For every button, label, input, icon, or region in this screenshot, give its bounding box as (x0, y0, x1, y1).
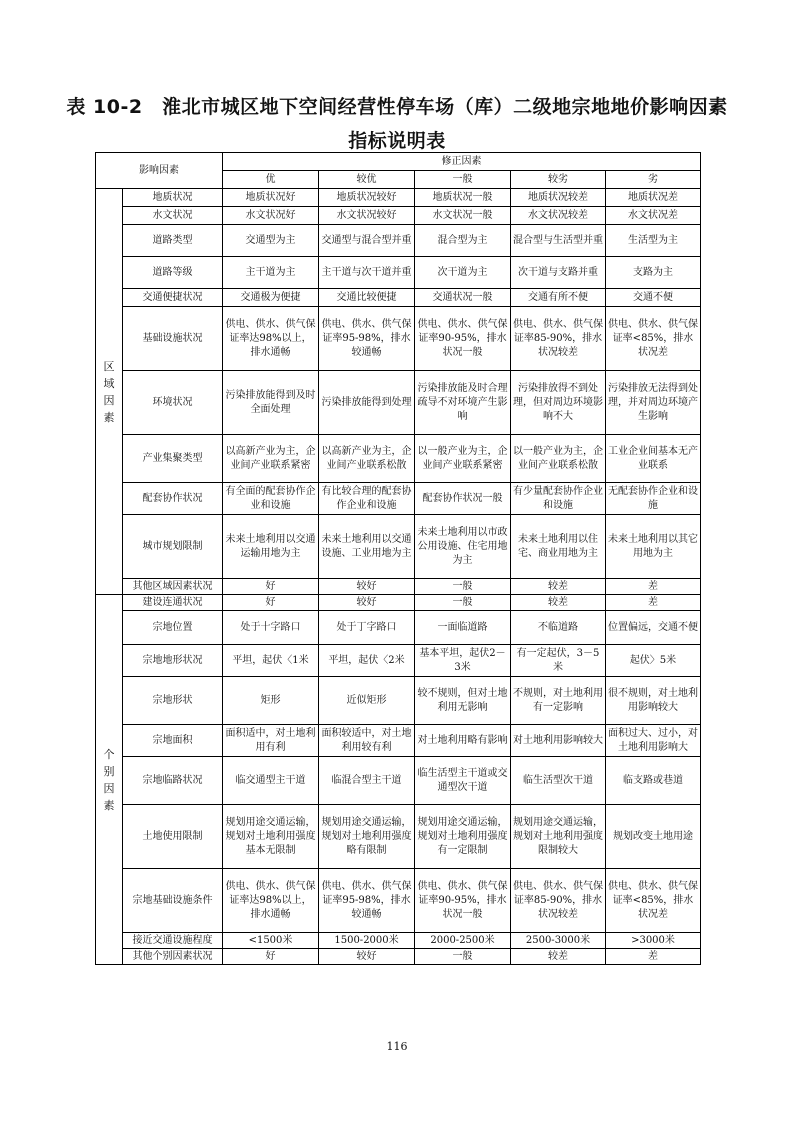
factor-cell: 交通状况一般 (415, 289, 511, 307)
factor-name: 环境状况 (123, 371, 223, 435)
regional-row (96, 483, 701, 515)
factor-cell: 供电、供水、供气保证率<85%，排水状况差 (606, 869, 701, 933)
factor-cell: 污染排放得不到处理，但对周边环境影响不大 (511, 371, 606, 435)
factor-cell: 次干道与支路并重 (511, 257, 606, 289)
factor-name: 交通便捷状况 (123, 289, 223, 307)
factor-cell: 供电、供水、供气保证率<85%，排水状况差 (606, 307, 701, 371)
factor-cell: 处于十字路口 (223, 611, 319, 645)
factor-cell: 平坦，起伏〈1米 (223, 645, 319, 677)
individual-row (96, 869, 701, 933)
factor-cell: 水文状况差 (606, 207, 701, 225)
header-factor: 影响因素 (96, 153, 223, 189)
factor-cell: 供电、供水、供气保证率95-98%，排水较通畅 (319, 307, 415, 371)
factor-cell: 污染排放能得到处理 (319, 371, 415, 435)
factor-cell: 未来土地利用以住宅、商业用地为主 (511, 515, 606, 579)
individual-row (96, 645, 701, 677)
factor-cell: 污染排放能及时合理疏导不对环境产生影响 (415, 371, 511, 435)
individual-row (96, 595, 701, 611)
individual-row (96, 677, 701, 725)
individual-category-label: 个 别 因 素 (96, 595, 123, 965)
factor-name: 城市规划限制 (123, 515, 223, 579)
factor-cell: 较好 (319, 579, 415, 595)
factor-cell: 地质状况较好 (319, 189, 415, 207)
factor-cell: 水文状况好 (223, 207, 319, 225)
factor-cell: 一般 (415, 595, 511, 611)
factor-cell: 面积较适中，对土地利用较有利 (319, 725, 415, 757)
factor-cell: 临生活型主干道或交通型次干道 (415, 757, 511, 805)
factor-cell: 不临道路 (511, 611, 606, 645)
factor-cell: 未来土地利用以交通设施、工业用地为主 (319, 515, 415, 579)
factor-cell: >3000米 (606, 933, 701, 949)
factor-table-body (96, 153, 701, 965)
regional-row (96, 225, 701, 257)
factor-cell: 供电、供水、供气保证率85-90%，排水状况较差 (511, 307, 606, 371)
factor-cell: 配套协作状况一般 (415, 483, 511, 515)
regional-row (96, 579, 701, 595)
factor-cell: 临交通型主干道 (223, 757, 319, 805)
factor-cell: 临混合型主干道 (319, 757, 415, 805)
factor-cell: 交通不便 (606, 289, 701, 307)
factor-cell: 交通比较便捷 (319, 289, 415, 307)
factor-cell: 无配套协作企业和设施 (606, 483, 701, 515)
factor-cell: 很不规则，对土地利用影响较大 (606, 677, 701, 725)
factor-cell: 差 (606, 949, 701, 965)
factor-cell: 以高新产业为主，企业间产业联系紧密 (223, 435, 319, 483)
factor-name: 土地使用限制 (123, 805, 223, 869)
factor-cell: 次干道为主 (415, 257, 511, 289)
factor-cell: 地质状况差 (606, 189, 701, 207)
factor-cell: 规划用途交通运输，规划对土地利用强度基本无限制 (223, 805, 319, 869)
factor-cell: 以高新产业为主，企业间产业联系松散 (319, 435, 415, 483)
table-title: 表 10-2 淮北市城区地下空间经营性停车场（库）二级地宗地地价影响因素 (66, 96, 728, 118)
factor-cell: 混合型与生活型并重 (511, 225, 606, 257)
factor-cell: 地质状况一般 (415, 189, 511, 207)
individual-row (96, 611, 701, 645)
individual-row (96, 757, 701, 805)
header-row (96, 153, 701, 171)
factor-cell: 矩形 (223, 677, 319, 725)
factor-cell: 工业企业间基本无产业联系 (606, 435, 701, 483)
factor-cell: 差 (606, 595, 701, 611)
regional-category-label: 区 域 因 素 (96, 189, 123, 595)
header-correction: 修正因素 (223, 153, 701, 171)
factor-cell: 供电、供水、供气保证率达98%以上，排水通畅 (223, 869, 319, 933)
factor-cell: 好 (223, 949, 319, 965)
factor-cell: 较差 (511, 579, 606, 595)
factor-cell: 地质状况较差 (511, 189, 606, 207)
individual-row (96, 933, 701, 949)
factor-name: 其他个别因素状况 (123, 949, 223, 965)
factor-cell: 有全面的配套协作企业和设施 (223, 483, 319, 515)
factor-name: 宗地面积 (123, 725, 223, 757)
regional-row (96, 435, 701, 483)
factor-name: 地质状况 (123, 189, 223, 207)
regional-row (96, 207, 701, 225)
factor-cell: 近似矩形 (319, 677, 415, 725)
individual-row (96, 805, 701, 869)
factor-cell: 供电、供水、供气保证率90-95%，排水状况一般 (415, 869, 511, 933)
factor-name: 道路类型 (123, 225, 223, 257)
level-header: 一般 (415, 171, 511, 189)
factor-cell: 主干道为主 (223, 257, 319, 289)
factor-cell: 不规则，对土地利用有一定影响 (511, 677, 606, 725)
factor-cell: 规划用途交通运输，规划对土地利用强度略有限制 (319, 805, 415, 869)
factor-cell: 主干道与次干道并重 (319, 257, 415, 289)
factor-cell: 规划用途交通运输，规划对土地利用强度有一定限制 (415, 805, 511, 869)
factor-cell: 污染排放能得到及时全面处理 (223, 371, 319, 435)
regional-row (96, 371, 701, 435)
factor-cell: <1500米 (223, 933, 319, 949)
factor-cell: 起伏〉5米 (606, 645, 701, 677)
factor-name: 产业集聚类型 (123, 435, 223, 483)
regional-row (96, 515, 701, 579)
regional-row (96, 189, 701, 207)
factor-cell: 以一般产业为主，企业间产业联系紧密 (415, 435, 511, 483)
factor-cell: 有比较合理的配套协作企业和设施 (319, 483, 415, 515)
regional-row (96, 289, 701, 307)
factor-cell: 地质状况好 (223, 189, 319, 207)
factor-cell: 供电、供水、供气保证率达98%以上，排水通畅 (223, 307, 319, 371)
page-number: 116 (386, 1040, 408, 1053)
regional-row (96, 307, 701, 371)
factor-cell: 面积过大、过小，对土地利用影响大 (606, 725, 701, 757)
factor-cell: 交通极为便捷 (223, 289, 319, 307)
factor-cell: 一般 (415, 579, 511, 595)
factor-name: 配套协作状况 (123, 483, 223, 515)
factor-cell: 水文状况较好 (319, 207, 415, 225)
individual-row (96, 725, 701, 757)
individual-row (96, 949, 701, 965)
level-header: 较优 (319, 171, 415, 189)
factor-cell: 基本平坦，起伏2－3米 (415, 645, 511, 677)
factor-cell: 位置偏远，交通不便 (606, 611, 701, 645)
level-header: 劣 (606, 171, 701, 189)
factor-cell: 临生活型次干道 (511, 757, 606, 805)
factor-name: 水文状况 (123, 207, 223, 225)
factor-cell: 差 (606, 579, 701, 595)
factor-cell: 未来土地利用以市政公用设施、住宅用地为主 (415, 515, 511, 579)
regional-row (96, 257, 701, 289)
factor-name: 基础设施状况 (123, 307, 223, 371)
level-header: 优 (223, 171, 319, 189)
factor-cell: 较好 (319, 595, 415, 611)
table-subtitle: 指标说明表 (348, 130, 446, 152)
factor-cell: 临支路或巷道 (606, 757, 701, 805)
factor-cell: 交通有所不便 (511, 289, 606, 307)
factor-cell: 1500-2000米 (319, 933, 415, 949)
factor-cell: 好 (223, 579, 319, 595)
factor-table (95, 152, 701, 965)
factor-cell: 较好 (319, 949, 415, 965)
factor-cell: 未来土地利用以其它用地为主 (606, 515, 701, 579)
factor-cell: 较不规则，但对土地利用无影响 (415, 677, 511, 725)
level-header: 较劣 (511, 171, 606, 189)
factor-name: 宗地形状 (123, 677, 223, 725)
factor-cell: 供电、供水、供气保证率90-95%，排水状况一般 (415, 307, 511, 371)
factor-name: 宗地临路状况 (123, 757, 223, 805)
factor-name: 其他区域因素状况 (123, 579, 223, 595)
factor-cell: 较差 (511, 949, 606, 965)
factor-cell: 对土地利用略有影响 (415, 725, 511, 757)
factor-cell: 以一般产业为主，企业间产业联系松散 (511, 435, 606, 483)
factor-cell: 对土地利用影响较大 (511, 725, 606, 757)
factor-cell: 支路为主 (606, 257, 701, 289)
factor-cell: 供电、供水、供气保证率95-98%，排水较通畅 (319, 869, 415, 933)
factor-cell: 处于丁字路口 (319, 611, 415, 645)
factor-name: 宗地位置 (123, 611, 223, 645)
factor-cell: 2500-3000米 (511, 933, 606, 949)
factor-cell: 混合型为主 (415, 225, 511, 257)
factor-name: 建设连通状况 (123, 595, 223, 611)
factor-cell: 一般 (415, 949, 511, 965)
factor-cell: 面积适中，对土地利用有利 (223, 725, 319, 757)
factor-cell: 一面临道路 (415, 611, 511, 645)
factor-cell: 2000-2500米 (415, 933, 511, 949)
factor-cell: 水文状况较差 (511, 207, 606, 225)
factor-name: 宗地地形状况 (123, 645, 223, 677)
factor-cell: 生活型为主 (606, 225, 701, 257)
factor-cell: 有少量配套协作企业和设施 (511, 483, 606, 515)
factor-cell: 交通型与混合型并重 (319, 225, 415, 257)
factor-name: 宗地基础设施条件 (123, 869, 223, 933)
factor-cell: 平坦，起伏〈2米 (319, 645, 415, 677)
factor-cell: 水文状况一般 (415, 207, 511, 225)
factor-name: 道路等级 (123, 257, 223, 289)
factor-cell: 交通型为主 (223, 225, 319, 257)
factor-cell: 规划用途交通运输，规划对土地利用强度限制较大 (511, 805, 606, 869)
factor-cell: 供电、供水、供气保证率85-90%，排水状况较差 (511, 869, 606, 933)
factor-cell: 污染排放无法得到处理，并对周边环境产生影响 (606, 371, 701, 435)
factor-name: 接近交通设施程度 (123, 933, 223, 949)
factor-cell: 有一定起伏，3－5米 (511, 645, 606, 677)
factor-cell: 规划改变土地用途 (606, 805, 701, 869)
factor-cell: 好 (223, 595, 319, 611)
factor-cell: 较差 (511, 595, 606, 611)
factor-cell: 未来土地利用以交通运输用地为主 (223, 515, 319, 579)
